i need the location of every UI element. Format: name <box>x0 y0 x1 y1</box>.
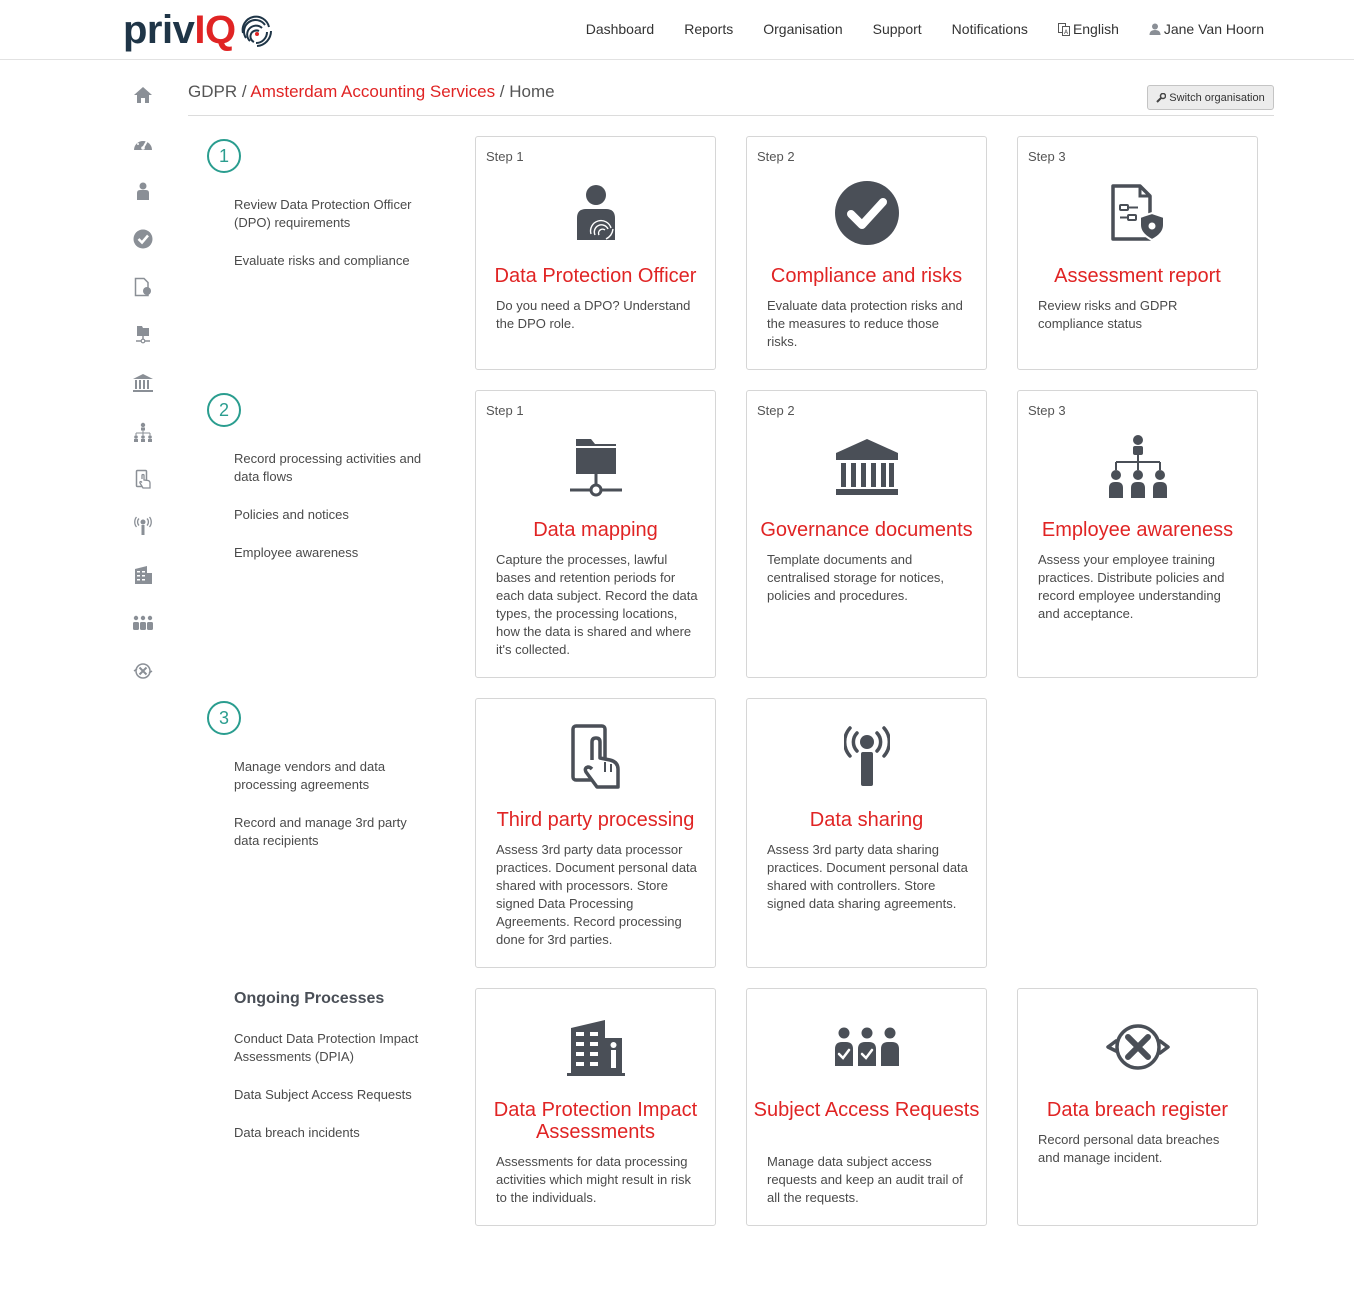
switch-organisation-button[interactable] <box>1147 85 1274 110</box>
data-breach-icon <box>1018 1015 1257 1079</box>
sidebar-dashboard-gauge-icon[interactable] <box>126 127 160 161</box>
card-title: Governance documents <box>760 519 973 541</box>
card-step-label: Step 3 <box>1028 149 1066 164</box>
employee-awareness-icon <box>1018 435 1257 499</box>
compliance-check-icon <box>747 181 986 245</box>
card-description: Manage data subject access requests and keep an audit trail of all the requests. <box>767 1154 963 1205</box>
card-title: Third party processing <box>496 809 695 831</box>
sidebar-subject-access-icon[interactable] <box>126 606 160 640</box>
breadcrumb-gdpr[interactable]: GDPR <box>188 82 238 101</box>
data-sharing-icon <box>747 725 986 789</box>
user-icon <box>1149 23 1161 35</box>
card-title: Data Protection Officer <box>494 265 697 287</box>
sidebar-data-mapping-icon[interactable] <box>126 317 160 351</box>
sidebar-assessment-report-icon[interactable] <box>126 270 160 304</box>
card-title: Data Protection Impact Assessments <box>493 1099 698 1143</box>
user-name: Jane Van Hoorn <box>1163 21 1264 37</box>
breadcrumb-organisation[interactable]: Amsterdam Accounting Services <box>250 82 496 101</box>
privIQ-logo[interactable] <box>123 8 275 52</box>
sidebar-data-sharing-icon[interactable] <box>126 509 160 543</box>
step-2-text-employee: Employee awareness <box>234 545 359 560</box>
governance-icon <box>747 435 986 499</box>
header-divider <box>188 115 1274 116</box>
card-assessment-report[interactable] <box>1017 136 1258 370</box>
card-title: Assessment report <box>1054 265 1221 287</box>
main-nav <box>556 0 1264 58</box>
dpia-building-icon <box>476 1015 715 1079</box>
sidebar-employee-awareness-icon[interactable] <box>126 415 160 449</box>
card-description: Capture the processes, lawful bases and retention periods for each data subject. Record the data types, the processing locations, how the data is shared and where it's collected. <box>496 552 698 657</box>
card-step-label: Step 3 <box>1028 403 1066 418</box>
data-mapping-icon <box>476 435 715 499</box>
nav-user-menu[interactable] <box>1149 21 1264 37</box>
step-2-text-processing: Record processing activities and data flows <box>234 451 422 484</box>
card-dpia[interactable] <box>475 988 716 1226</box>
card-data-mapping[interactable] <box>475 390 716 678</box>
card-title: Compliance and risks <box>770 265 963 287</box>
fingerprint-logo-icon <box>237 11 275 49</box>
card-subject-access-requests[interactable] <box>746 988 987 1226</box>
sidebar-third-party-icon[interactable] <box>126 462 160 496</box>
card-employee-awareness[interactable] <box>1017 390 1258 678</box>
card-description: Assessments for data processing activities which might result in risk to the individuals. <box>496 1154 692 1205</box>
card-governance-documents[interactable] <box>746 390 987 678</box>
sidebar-home-icon[interactable] <box>126 78 160 112</box>
step-3-text-vendors: Manage vendors and data processing agreements <box>234 759 386 792</box>
nav-dashboard[interactable]: Dashboard <box>585 21 655 37</box>
step-2-text-policies: Policies and notices <box>234 507 349 522</box>
nav-reports[interactable]: Reports <box>684 21 734 37</box>
sidebar-dpia-building-icon[interactable] <box>126 558 160 592</box>
card-description: Assess 3rd party data processor practices. Document personal data shared with processors. Store signed Data Processing Agreements. Record processing done for 3rd parties. <box>496 842 697 947</box>
card-title: Subject Access Requests <box>753 1099 980 1121</box>
dpo-user-icon <box>476 181 715 245</box>
nav-language[interactable] <box>1058 21 1119 37</box>
top-navbar <box>0 0 1354 60</box>
card-step-label: Step 1 <box>486 149 524 164</box>
sidebar-dpo-user-icon[interactable] <box>126 174 160 208</box>
breadcrumb-current-page: Home <box>509 82 555 101</box>
logo-text-iq: IQ <box>194 7 236 52</box>
nav-organisation[interactable]: Organisation <box>763 21 843 37</box>
sidebar-compliance-check-icon[interactable] <box>126 222 160 256</box>
card-compliance-and-risks[interactable] <box>746 136 987 370</box>
sidebar-governance-icon[interactable] <box>126 366 160 400</box>
card-description: Evaluate data protection risks and the measures to reduce those risks. <box>767 298 963 349</box>
card-description: Do you need a DPO? Understand the DPO role. <box>496 298 691 331</box>
logo-text-priv: priv <box>123 7 195 52</box>
breadcrumb-separator: / <box>237 82 251 101</box>
card-step-label: Step 2 <box>757 149 795 164</box>
wrench-icon <box>1156 93 1166 103</box>
breadcrumb-separator: / <box>495 82 510 101</box>
svg-text:A: A <box>1063 28 1069 36</box>
step-3-circle: 3 <box>207 701 241 735</box>
card-step-label: Step 1 <box>486 403 524 418</box>
card-title: Data mapping <box>533 519 658 541</box>
card-title: Data sharing <box>809 809 924 831</box>
card-data-breach-register[interactable] <box>1017 988 1258 1226</box>
language-label: English <box>1072 21 1119 37</box>
assessment-report-icon <box>1018 181 1257 245</box>
ongoing-text-breach: Data breach incidents <box>234 1125 360 1140</box>
card-description: Record personal data breaches and manage incident. <box>1038 1132 1220 1165</box>
step-1-circle: 1 <box>207 139 241 173</box>
language-icon <box>1058 23 1070 36</box>
subject-access-icon <box>747 1015 986 1079</box>
ongoing-text-dpia: Conduct Data Protection Impact Assessments (DPIA) <box>234 1031 419 1064</box>
breadcrumb <box>188 82 555 102</box>
step-2-circle: 2 <box>207 393 241 427</box>
card-title: Data breach register <box>1046 1099 1229 1121</box>
step-3-text-recipients: Record and manage 3rd party data recipients <box>234 815 407 848</box>
nav-support[interactable]: Support <box>872 21 922 37</box>
step-1-text-risks: Evaluate risks and compliance <box>234 253 410 268</box>
card-step-label: Step 2 <box>757 403 795 418</box>
card-third-party-processing[interactable] <box>475 698 716 968</box>
card-description: Assess your employee training practices. Distribute policies and record employee understanding and acceptance. <box>1038 552 1225 621</box>
third-party-icon <box>476 725 715 789</box>
ongoing-processes-title: Ongoing Processes <box>234 990 385 1007</box>
ongoing-text-sar: Data Subject Access Requests <box>234 1087 412 1102</box>
card-description: Assess 3rd party data sharing practices. Document personal data shared with controllers. Store signed data sharing agreements. <box>767 842 968 911</box>
sidebar-data-breach-icon[interactable] <box>126 654 160 688</box>
card-data-sharing[interactable] <box>746 698 987 968</box>
card-description: Review risks and GDPR compliance status <box>1038 298 1178 331</box>
card-title: Employee awareness <box>1041 519 1234 541</box>
card-description: Template documents and centralised storage for notices, policies and procedures. <box>767 552 945 603</box>
step-1-text-dpo: Review Data Protection Officer (DPO) requirements <box>234 197 412 230</box>
card-data-protection-officer[interactable] <box>475 136 716 370</box>
nav-notifications[interactable]: Notifications <box>951 21 1028 37</box>
switch-organisation-label: Switch organisation <box>1169 91 1265 104</box>
